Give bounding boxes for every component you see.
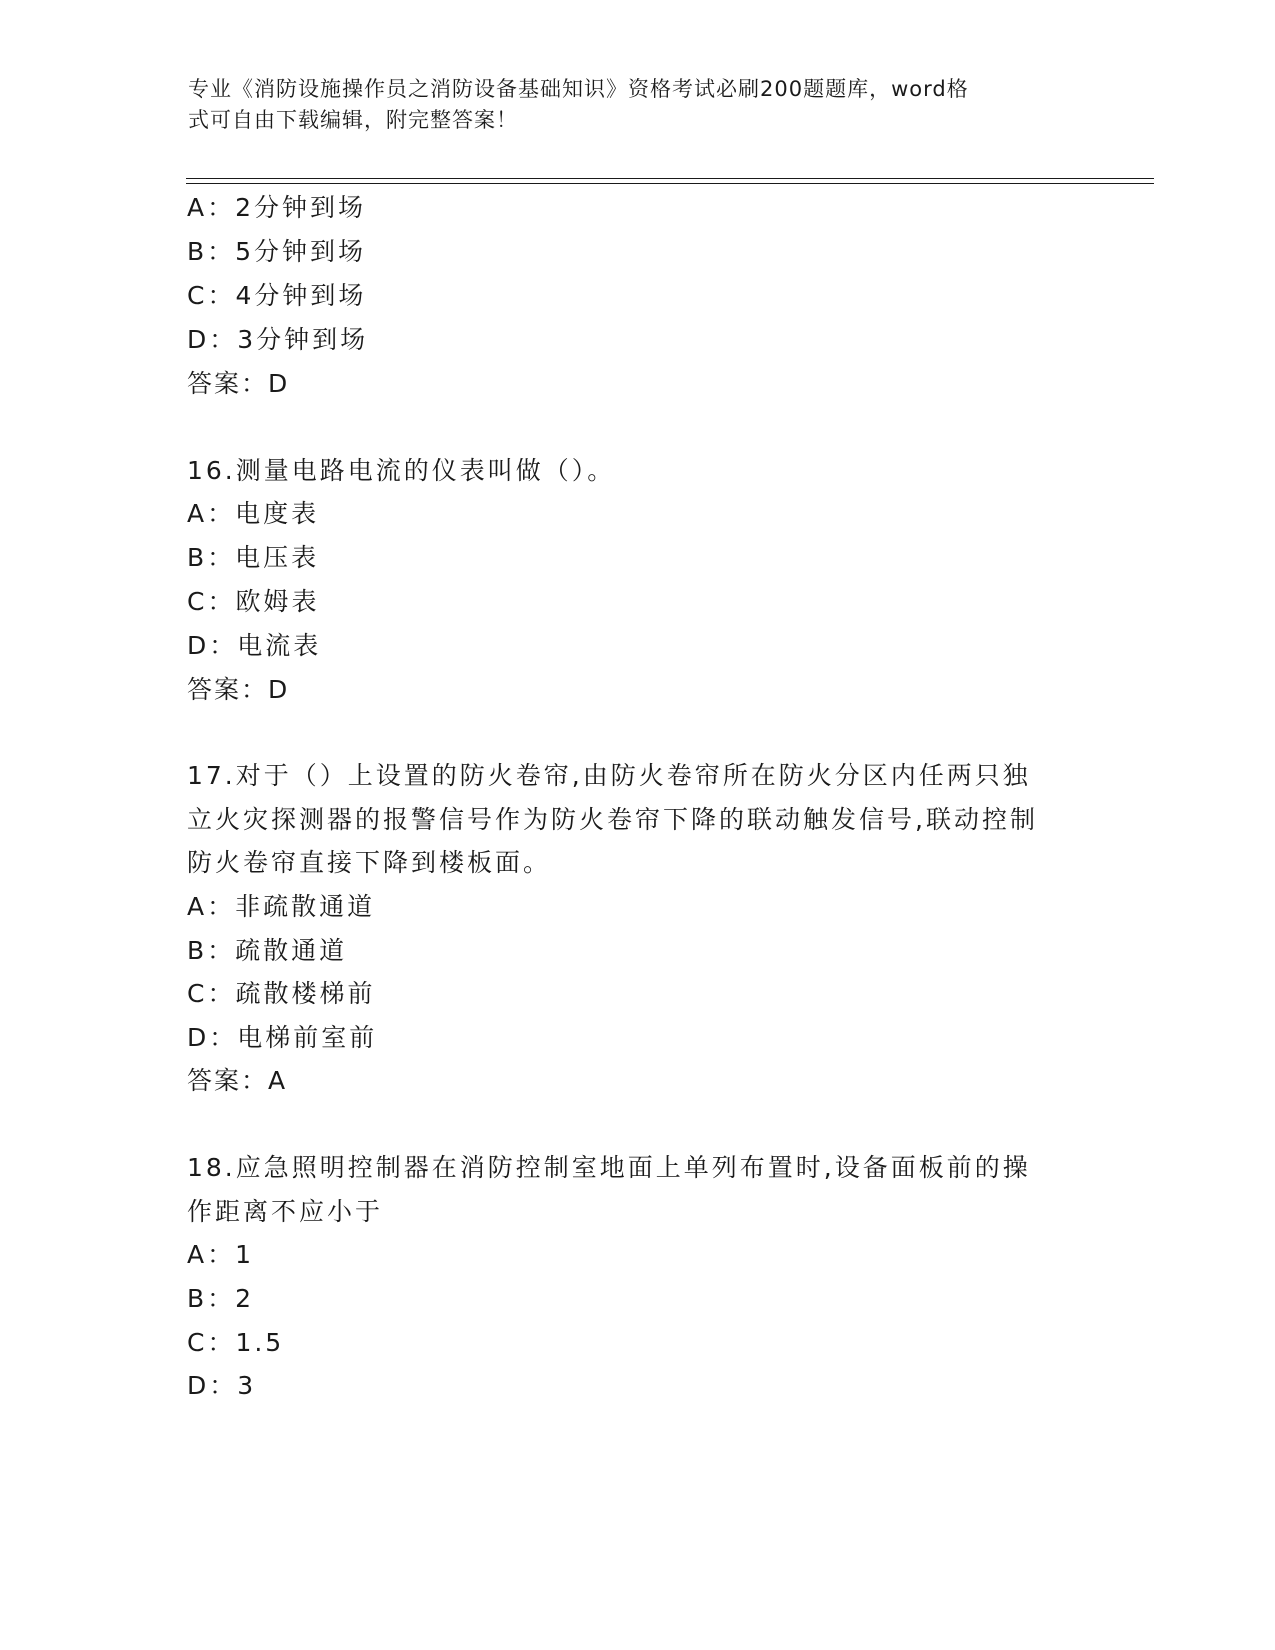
- q18-option-b: B：2: [187, 1284, 255, 1313]
- q16-answer: 答案：D: [187, 675, 290, 704]
- q17-option-b: B：疏散通道: [187, 936, 348, 965]
- q18-option-a: A：1: [187, 1240, 255, 1269]
- header-line-1: 专业《消防设施操作员之消防设备基础知识》资格考试必刷200题题库，word格: [188, 77, 969, 101]
- q16-option-d: D：电流表: [187, 631, 322, 660]
- header-line-2: 式可自由下载编辑，附完整答案！: [188, 108, 518, 132]
- q17-option-d: D：电梯前室前: [187, 1023, 378, 1052]
- q17-question-line-2: 立火灾探测器的报警信号作为防火卷帘下降的联动触发信号,联动控制: [187, 805, 1038, 834]
- q16-option-a: A：电度表: [187, 499, 320, 528]
- q15-option-b: B：5分钟到场: [187, 237, 367, 266]
- q17-question-line-1: 17.对于（）上设置的防火卷帘,由防火卷帘所在防火分区内任两只独: [187, 761, 1031, 790]
- q18-question-line-2: 作距离不应小于: [187, 1197, 384, 1226]
- header-divider-top: [186, 178, 1154, 179]
- q18-option-d: D：3: [187, 1371, 257, 1400]
- q17-answer: 答案：A: [187, 1066, 288, 1095]
- q15-answer: 答案：D: [187, 369, 290, 398]
- q17-question-line-3: 防火卷帘直接下降到楼板面。: [187, 848, 552, 877]
- q16-option-b: B：电压表: [187, 543, 320, 572]
- document-header: [188, 74, 1068, 136]
- q18-question-line-1: 18.应急照明控制器在消防控制室地面上单列布置时,设备面板前的操: [187, 1153, 1031, 1182]
- q17-option-a: A：非疏散通道: [187, 892, 376, 921]
- q15-option-a: A：2分钟到场: [187, 193, 367, 222]
- q17-option-c: C：疏散楼梯前: [187, 979, 376, 1008]
- q15-option-d: D：3分钟到场: [187, 325, 369, 354]
- q16-question-line-1: 16.测量电路电流的仪表叫做（）。: [187, 456, 616, 485]
- q15-option-c: C：4分钟到场: [187, 281, 367, 310]
- q16-option-c: C：欧姆表: [187, 587, 320, 616]
- header-divider-bottom: [186, 183, 1154, 184]
- q18-option-c: C：1.5: [187, 1328, 285, 1357]
